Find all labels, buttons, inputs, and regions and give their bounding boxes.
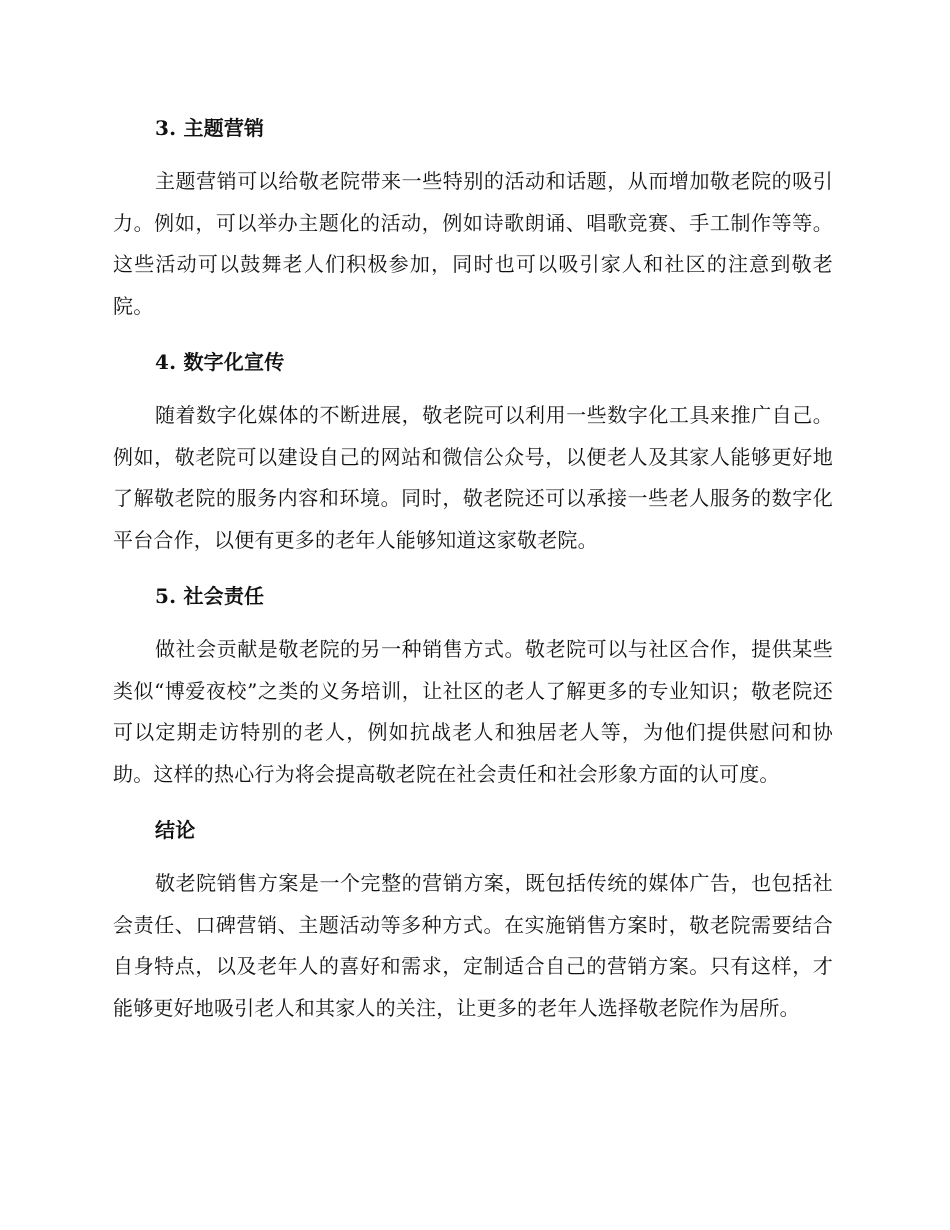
section-title-social-responsibility: 5. 社会责任 — [155, 584, 265, 608]
section-title-digital-promotion: 4. 数字化宣传 — [155, 350, 285, 374]
section-title-theme-marketing: 3. 主题营销 — [155, 116, 265, 140]
section-text-theme-marketing: 主题营销可以给敬老院带来一些特别的活动和话题，从而增加敬老院的吸引力。例如，可以举办主题化的活动，例如诗歌朗诵、唱歌竞赛、手工制作等等。这些活动可以鼓舞老人们积极参加，同时也可以吸引家人和社区的注意到敬老院。 — [113, 169, 833, 318]
section-text-digital-promotion: 随着数字化媒体的不断进展，敬老院可以利用一些数字化工具来推广自己。例如，敬老院可以建设自己的网站和微信公众号，以便老人及其家人能够更好地了解敬老院的服务内容和环境。同时，敬老院还可以承接一些老人服务的数字化平台合作，以便有更多的老年人能够知道这家敬老院。 — [113, 403, 833, 552]
section-text-social-responsibility: 做社会贡献是敬老院的另一种销售方式。敬老院可以与社区合作，提供某些类似“博爱夜校”之类的义务培训，让社区的老人了解更多的专业知识；敬老院还可以定期走访特别的老人，例如抗战老人和独居老人等，为他们提供慰问和协助。这样的热心行为将会提高敬老院在社会责任和社会形象方面的认可度。 — [113, 637, 833, 786]
section-title-conclusion: 结论 — [155, 818, 196, 842]
section-text-conclusion: 敬老院销售方案是一个完整的营销方案，既包括传统的媒体广告，也包括社会责任、口碑营销、主题活动等多种方式。在实施销售方案时，敬老院需要结合自身特点，以及老年人的喜好和需求，定制适合自己的营销方案。只有这样，才能够更好地吸引老人和其家人的关注，让更多的老年人选择敬老院作为居所。 — [113, 871, 833, 1020]
document-body — [113, 112, 833, 1029]
